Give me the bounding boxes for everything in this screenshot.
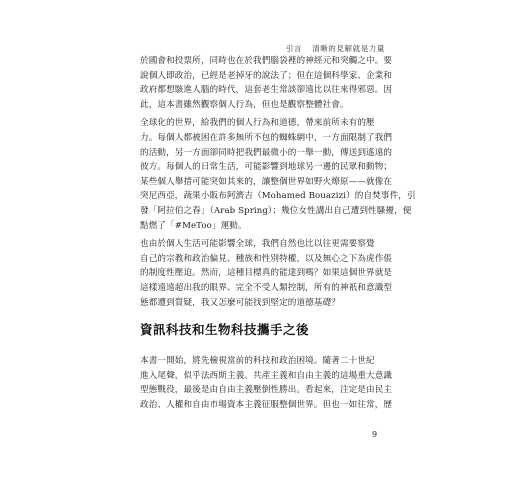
text-line: 全球化的世界，給我們的個人行為和道德，帶來前所未有的壓 — [140, 118, 375, 129]
header-chapter-title: 清晰的見解就是力量 — [312, 44, 385, 53]
text-line: 說個人即政治，已經是老掉牙的說法了；但在這個科學家、企業和 — [140, 70, 393, 81]
text-line: 態都遭到質疑，我又怎麼可能找到堅定的道德基礎？ — [140, 297, 340, 308]
text-line: 的活動，另一方面卻同時把我們最微小的一舉一動，傳送到遙遠的 — [140, 147, 393, 158]
text-line: 進入尾聲，似乎法西斯主義、共產主義和自由主義的這場重大意識 — [140, 370, 393, 381]
text-line: 自己的宗教和政治偏見、種族和性別特權，以及無心之下為虎作倀 — [140, 253, 393, 264]
text-line: 彼方。每個人的日常生活，可能影響到地球另一邊的民眾和動物； — [140, 162, 393, 173]
text-line: 此，這本書雖然觀察個人行為，但也是觀察整體社會。 — [140, 99, 349, 110]
text-line: 某些個人舉措可能突如其來的，讓整個世界如野火燎原——就像在 — [140, 176, 393, 187]
paragraph-1 — [140, 54, 393, 112]
text-line: 點燃了「#MeToo」運動。 — [140, 220, 247, 231]
header-section-label: 引言 — [285, 44, 303, 53]
page-number: 9 — [372, 430, 378, 439]
section-heading: 資訊科技和生物科技攜手之後 — [140, 322, 310, 338]
text-line: 型態戰役，最後是由自由主義壓倒性勝出。看起來，注定是由民主 — [140, 385, 393, 396]
paragraph-4 — [140, 354, 393, 412]
text-line: 也由於個人生活可能影響全球，我們自然也比以往更需要察覺 — [140, 239, 375, 250]
paragraph-3 — [140, 237, 393, 310]
text-line: 政治、人權和自由市場資本主義征服整個世界。但也一如往常，歷 — [140, 399, 393, 410]
running-header — [286, 43, 385, 54]
text-line: 於國會和投票所，同時也在於我們腦袋裡的神經元和突觸之中。要 — [140, 56, 393, 66]
text-line: 突尼西亞，蔬果小販布阿濟吉（Mohamed Bouazizi）的自焚事件，引 — [140, 191, 416, 202]
text-line: 的制度性壓迫。然而，這種目標真的能達到嗎？如果這個世界就是 — [140, 268, 393, 279]
body-text — [140, 54, 416, 412]
text-line: 發「阿拉伯之春」（Arab Spring）；幾位女性講出自己遭到性騷擾，便 — [140, 205, 412, 216]
paragraph-2 — [140, 116, 416, 233]
text-line: 本書一開始，將先檢視當前的科技和政治困境。隨著二十世紀 — [140, 356, 375, 367]
text-line: 力。每個人都被困在許多無所不包的蜘蛛網中，一方面限制了我們 — [140, 132, 393, 143]
text-line: 這樣遠遠超出我的眼界、完全不受人類控制，所有的神祇和意識型 — [140, 282, 393, 293]
text-line: 政府都想駭進人腦的時代，這套老生常談卻遠比以往來得邪惡。因 — [140, 85, 393, 96]
